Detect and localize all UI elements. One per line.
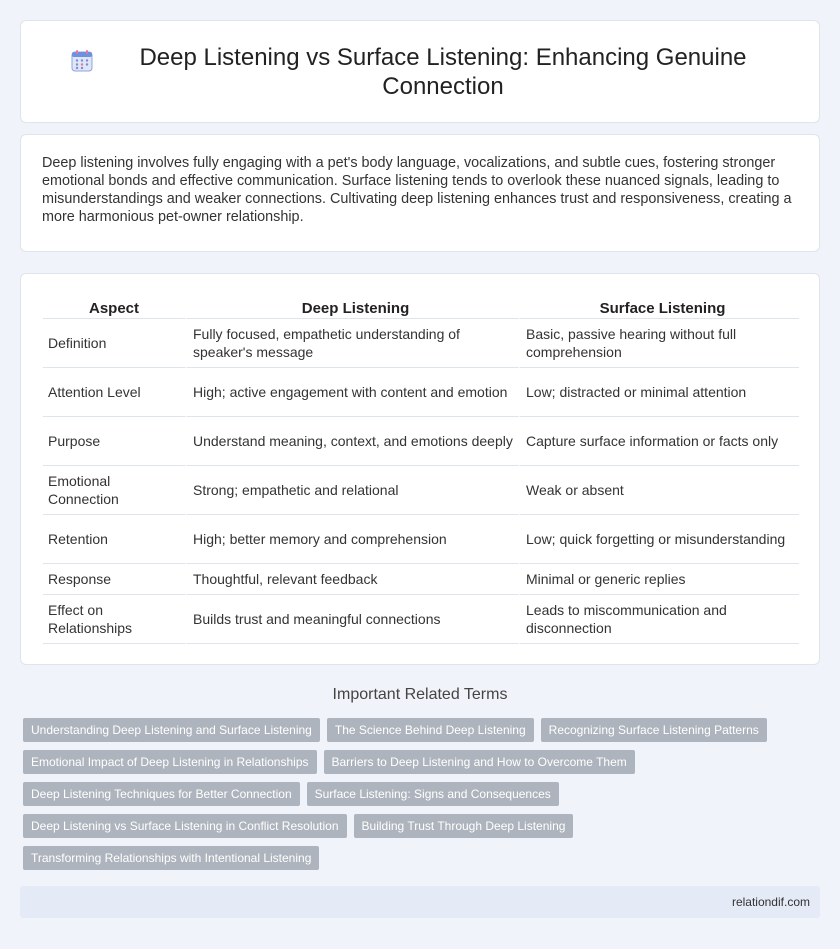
footer-site-link[interactable]: relationdif.com bbox=[731, 895, 810, 909]
cell-deep: Builds trust and meaningful connections bbox=[187, 595, 520, 644]
table-row bbox=[43, 466, 799, 515]
header-card bbox=[20, 20, 820, 123]
intro-card bbox=[20, 134, 820, 252]
cell-surface: Capture surface information or facts only bbox=[520, 417, 799, 466]
comparison-table bbox=[43, 294, 799, 644]
calendar-icon bbox=[70, 49, 94, 73]
cell-surface: Low; quick forgetting or misunderstanding bbox=[520, 515, 799, 564]
header-inner bbox=[70, 43, 770, 101]
tag-row bbox=[23, 814, 823, 838]
cell-surface: Weak or absent bbox=[520, 466, 799, 515]
tag-row bbox=[23, 718, 823, 742]
table-row bbox=[43, 368, 799, 417]
cell-aspect: Definition bbox=[43, 319, 187, 368]
cell-surface: Basic, passive hearing without full comprehension bbox=[520, 319, 799, 368]
cell-deep: High; active engagement with content and emotion bbox=[187, 368, 520, 417]
tag-row bbox=[23, 750, 823, 774]
cell-aspect: Attention Level bbox=[43, 368, 187, 417]
related-term-link[interactable]: Barriers to Deep Listening and How to Overcome Them bbox=[324, 750, 635, 774]
cell-surface: Leads to miscommunication and disconnection bbox=[520, 595, 799, 644]
related-term-link[interactable]: Transforming Relationships with Intentional Listening bbox=[23, 846, 319, 870]
cell-surface: Low; distracted or minimal attention bbox=[520, 368, 799, 417]
header-deep-listening: Deep Listening bbox=[187, 294, 520, 319]
cell-deep: Understand meaning, context, and emotions deeply bbox=[187, 417, 520, 466]
header-aspect: Aspect bbox=[43, 294, 187, 319]
related-term-link[interactable]: Recognizing Surface Listening Patterns bbox=[541, 718, 767, 742]
tag-row bbox=[23, 782, 823, 806]
cell-aspect: Emotional Connection bbox=[43, 466, 187, 515]
related-terms-tags bbox=[23, 718, 823, 878]
related-term-link[interactable]: Deep Listening Techniques for Better Connection bbox=[23, 782, 300, 806]
table-header-row bbox=[43, 294, 799, 319]
tag-row bbox=[23, 846, 823, 870]
related-term-link[interactable]: The Science Behind Deep Listening bbox=[327, 718, 534, 742]
table-row bbox=[43, 595, 799, 644]
header-surface-listening: Surface Listening bbox=[520, 294, 799, 319]
footer bbox=[20, 886, 820, 918]
cell-aspect: Purpose bbox=[43, 417, 187, 466]
cell-aspect: Response bbox=[43, 564, 187, 595]
related-term-link[interactable]: Building Trust Through Deep Listening bbox=[354, 814, 574, 838]
table-row bbox=[43, 515, 799, 564]
cell-surface: Minimal or generic replies bbox=[520, 564, 799, 595]
page-title: Deep Listening vs Surface Listening: Enhancing Genuine Connection bbox=[139, 43, 747, 100]
table-row bbox=[43, 319, 799, 368]
table-row bbox=[43, 417, 799, 466]
related-term-link[interactable]: Surface Listening: Signs and Consequences bbox=[307, 782, 559, 806]
related-term-link[interactable]: Understanding Deep Listening and Surface Listening bbox=[23, 718, 320, 742]
related-term-link[interactable]: Deep Listening vs Surface Listening in Conflict Resolution bbox=[23, 814, 347, 838]
related-term-link[interactable]: Emotional Impact of Deep Listening in Relationships bbox=[23, 750, 317, 774]
intro-text: Deep listening involves fully engaging with a pet's body language, vocalizations, and subtle cues, fostering stronger emotional bonds and effective communication. Surface listening tends to overlook these nuanced signals, leading to misunderstandings and weaker connections. Cultivating deep listening enhances trust and responsiveness, creating a more harmonious pet-owner relationship. bbox=[42, 155, 792, 225]
cell-deep: Fully focused, empathetic understanding of speaker's message bbox=[187, 319, 520, 368]
cell-deep: High; better memory and comprehension bbox=[187, 515, 520, 564]
cell-deep: Strong; empathetic and relational bbox=[187, 466, 520, 515]
related-terms-title: Important Related Terms bbox=[332, 686, 508, 703]
table-row bbox=[43, 564, 799, 595]
cell-deep: Thoughtful, relevant feedback bbox=[187, 564, 520, 595]
cell-aspect: Retention bbox=[43, 515, 187, 564]
cell-aspect: Effect on Relationships bbox=[43, 595, 187, 644]
comparison-table-card bbox=[20, 273, 820, 665]
